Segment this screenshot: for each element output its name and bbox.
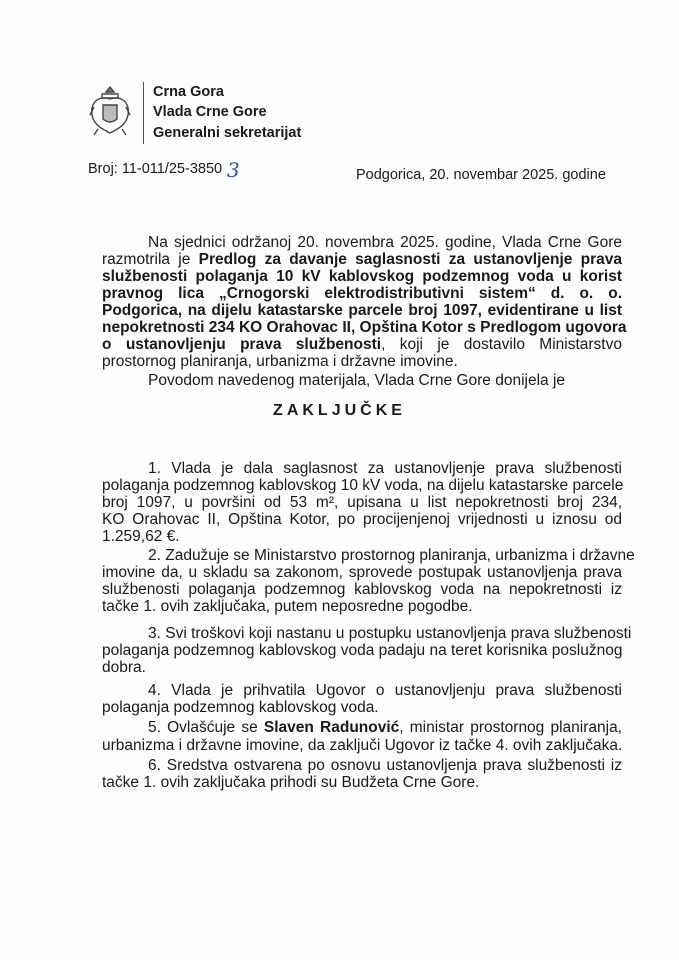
text-line: 1.259,62 €. [102, 528, 180, 545]
text-line: tačke 1. ovih zaključaka, putem neposredne pogodbe. [102, 598, 473, 615]
coat-of-arms-icon [88, 85, 132, 137]
text-span: 5. Ovlašćuje se [148, 719, 264, 736]
text-line: službenosti polaganja podzemnog kablovskog voda na nepokretnosti iz [102, 581, 622, 598]
minister-name: Slaven Radunović [263, 719, 400, 736]
text-line: prostornog planiranja, urbanizma i državne imovine. [102, 353, 458, 370]
document-number: Broj: 11-011/25-3850 [88, 161, 223, 177]
text-line: 1. Vlada je dala saglasnost za ustanovljenje prava službenosti [148, 460, 622, 477]
text-span: razmotrila je [102, 251, 199, 268]
text-line: 3. Svi troškovi koji nastanu u postupku ustanovljenja prava službenosti [148, 625, 632, 642]
text-line [148, 719, 622, 736]
text-line: 2. Zadužuje se Ministarstvo prostornog planiranja, urbanizma i državne [148, 547, 635, 564]
text-line: polaganja podzemnog kablovskog voda. [102, 699, 379, 716]
text-line [102, 336, 622, 353]
text-line: polaganja podzemnog kablovskog voda padaju na teret korisnika poslužnog [102, 642, 623, 659]
header-government: Vlada Crne Gore [153, 104, 267, 120]
header-country: Crna Gora [153, 84, 224, 100]
text-span: , ministar prostornog planiranja, [399, 719, 622, 736]
text-line: 6. Sredstva ostvarena po osnovu ustanovljenja prava službenosti iz [148, 757, 622, 774]
text-line: polaganja podzemnog kablovskog 10 kV voda, na dijelu katastarske parcele [102, 477, 624, 494]
proposal-title: pravnog lica „Crnogorski elektrodistributivni sistem“ d. o. o. [102, 285, 622, 302]
text-line: Na sjednici održanoj 20. novembra 2025. godine, Vlada Crne Gore [148, 234, 622, 251]
conclusions-title: ZAKLJUČKE [273, 402, 406, 419]
proposal-title: nepokretnosti 234 KO Orahovac II, Opština Kotor s Predlogom ugovora [102, 319, 627, 336]
header-divider [143, 82, 144, 144]
text-line: imovine da, u skladu sa zakonom, sprovede postupak ustanovljenja prava [102, 564, 622, 581]
text-line: KO Orahovac II, Opština Kotor, po procijenjenoj vrijednosti u iznosu od [102, 511, 622, 528]
text-line: broj 1097, u površini od 53 m², upisana u list nepokretnosti broj 234, [102, 494, 622, 511]
text-line: urbanizma i državne imovine, da zaključi Ugovor iz tačke 4. ovih zaključaka. [102, 737, 623, 754]
proposal-title: službenosti polaganja 10 kV kablovskog podzemnog voda u korist [102, 268, 622, 285]
handwritten-number: 3 [227, 158, 240, 182]
text-line: dobra. [102, 659, 146, 676]
text-span: , koji je dostavilo Ministarstvo [381, 336, 622, 353]
text-line: Povodom navedenog materijala, Vlada Crne Gore donijela je [148, 372, 566, 389]
text-line: tačke 1. ovih zaključaka prihodi su Budžeta Crne Gore. [102, 774, 480, 791]
place-date: Podgorica, 20. novembar 2025. godine [356, 167, 606, 183]
proposal-title: o ustanovljenju prava službenosti [102, 336, 382, 353]
text-line [102, 251, 622, 268]
proposal-title: Predlog za davanje saglasnosti za ustanovljenje prava [198, 251, 623, 268]
proposal-title: Podgorica, na dijelu katastarske parcele broj 1097, evidentirane u list [102, 302, 622, 319]
header-secretariat: Generalni sekretarijat [153, 125, 302, 141]
text-line: 4. Vlada je prihvatila Ugovor o ustanovljenju prava službenosti [148, 682, 622, 699]
